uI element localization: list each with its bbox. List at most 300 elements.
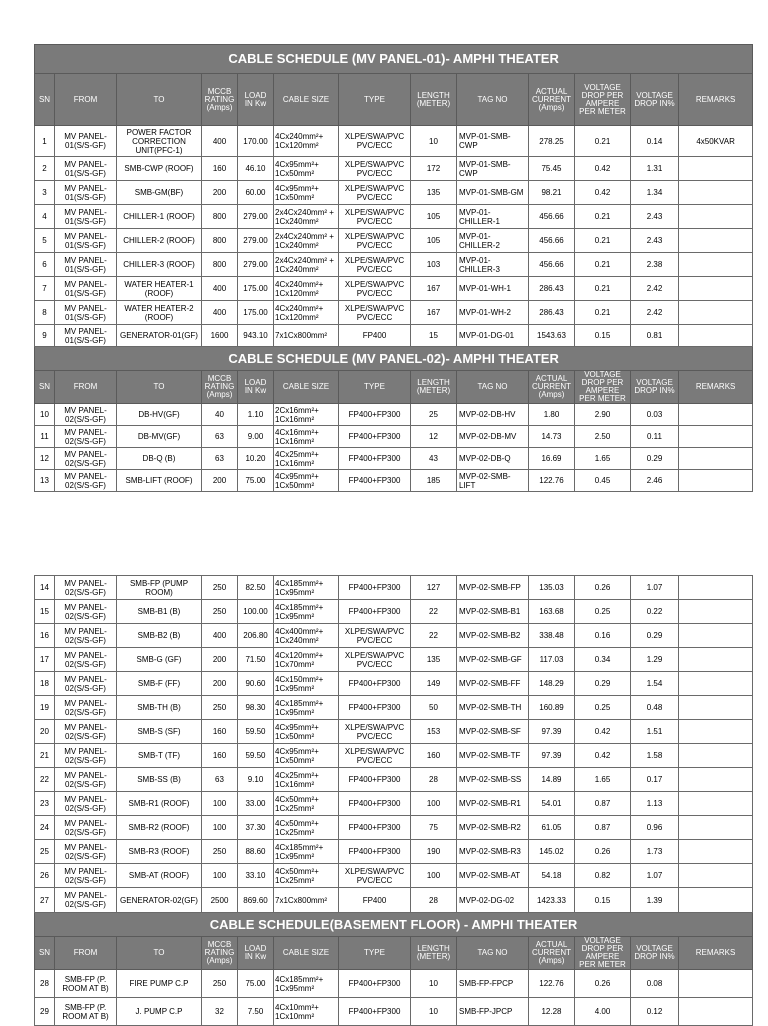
table-cell: MVP-02-DG-02: [457, 888, 529, 913]
table-cell: 0.42: [575, 744, 631, 768]
column-header: CABLE SIZE: [274, 937, 339, 970]
table-row: [35, 157, 753, 181]
table-row: [35, 840, 753, 864]
table-cell: 0.81: [631, 325, 679, 347]
table-cell: 4Cx50mm²+ 1Cx25mm²: [274, 864, 339, 888]
table-cell: MVP-02-SMB-B2: [457, 624, 529, 648]
column-header: MCCB RATING (Amps): [202, 74, 238, 126]
table-cell: [679, 181, 753, 205]
table-cell: 10: [411, 126, 457, 157]
table-cell: 1.65: [575, 768, 631, 792]
table-cell: 43: [411, 448, 457, 470]
table-cell: 14.73: [529, 426, 575, 448]
table-row: [35, 888, 753, 913]
table-cell: FP400+FP300: [339, 426, 411, 448]
table-cell: 2.43: [631, 205, 679, 229]
table-row: [35, 448, 753, 470]
column-header: VOLTAGE DROP IN%: [631, 371, 679, 404]
column-header: ACTUAL CURRENT (Amps): [529, 371, 575, 404]
table-cell: 2Cx16mm²+ 1Cx16mm²: [274, 404, 339, 426]
table-cell: 163.68: [529, 600, 575, 624]
table-cell: SMB-B1 (B): [117, 600, 202, 624]
table-cell: 4Cx95mm²+ 1Cx50mm²: [274, 470, 339, 492]
table-cell: SMB-F (FF): [117, 672, 202, 696]
table-cell: MV PANEL-02(S/S-GF): [55, 404, 117, 426]
table-cell: 4Cx25mm²+ 1Cx16mm²: [274, 768, 339, 792]
table-cell: 400: [202, 277, 238, 301]
table-cell: SMB-R2 (ROOF): [117, 816, 202, 840]
table-cell: 1: [35, 126, 55, 157]
table-cell: 8: [35, 301, 55, 325]
table-cell: 27: [35, 888, 55, 913]
table-cell: 0.21: [575, 229, 631, 253]
table-cell: XLPE/SWA/PVC PVC/ECC: [339, 229, 411, 253]
table-cell: 4Cx16mm²+ 1Cx16mm²: [274, 426, 339, 448]
table-cell: [679, 157, 753, 181]
table-cell: FP400: [339, 325, 411, 347]
table-row: [35, 205, 753, 229]
table-cell: 800: [202, 205, 238, 229]
table-cell: MV PANEL-02(S/S-GF): [55, 888, 117, 913]
table-cell: 15: [411, 325, 457, 347]
table-cell: 167: [411, 277, 457, 301]
table-cell: WATER HEATER-2 (ROOF): [117, 301, 202, 325]
table-cell: 1.58: [631, 744, 679, 768]
table-cell: 172: [411, 157, 457, 181]
table-row: [35, 744, 753, 768]
table-cell: 0.82: [575, 864, 631, 888]
table-cell: 0.16: [575, 624, 631, 648]
table-cell: 167: [411, 301, 457, 325]
table-cell: 0.22: [631, 600, 679, 624]
table-cell: 206.80: [238, 624, 274, 648]
table-cell: 11: [35, 426, 55, 448]
table-cell: 0.21: [575, 253, 631, 277]
table-cell: XLPE/SWA/PVC PVC/ECC: [339, 157, 411, 181]
column-header: VOLTAGE DROP PER AMPERE PER METER: [575, 937, 631, 970]
table-cell: 46.10: [238, 157, 274, 181]
table-cell: MV PANEL-02(S/S-GF): [55, 470, 117, 492]
table-cell: CHILLER-1 (ROOF): [117, 205, 202, 229]
table-row: [35, 998, 753, 1026]
table-cell: 286.43: [529, 277, 575, 301]
column-header: CABLE SIZE: [274, 371, 339, 404]
table-cell: MV PANEL-02(S/S-GF): [55, 816, 117, 840]
table-cell: SMB-GM(BF): [117, 181, 202, 205]
table-cell: 12: [35, 448, 55, 470]
table-cell: 0.48: [631, 696, 679, 720]
table-cell: FP400+FP300: [339, 672, 411, 696]
table-cell: 1.39: [631, 888, 679, 913]
table-cell: 0.08: [631, 970, 679, 998]
table-cell: [679, 253, 753, 277]
table-cell: 456.66: [529, 205, 575, 229]
table-cell: SMB-AT (ROOF): [117, 864, 202, 888]
column-header: ACTUAL CURRENT (Amps): [529, 937, 575, 970]
table-cell: SMB-FP (P. ROOM AT B): [55, 998, 117, 1026]
table-cell: 105: [411, 205, 457, 229]
column-header: ACTUAL CURRENT (Amps): [529, 74, 575, 126]
table-cell: 105: [411, 229, 457, 253]
column-header: REMARKS: [679, 74, 753, 126]
table-cell: 54.18: [529, 864, 575, 888]
table-row: [35, 181, 753, 205]
table-cell: SMB-SS (B): [117, 768, 202, 792]
table-cell: 1.73: [631, 840, 679, 864]
table-cell: MVP-01-DG-01: [457, 325, 529, 347]
column-header: VOLTAGE DROP PER AMPERE PER METER: [575, 74, 631, 126]
table-cell: 22: [35, 768, 55, 792]
table-cell: 0.21: [575, 301, 631, 325]
table-cell: SMB-S (SF): [117, 720, 202, 744]
table-cell: [679, 672, 753, 696]
table-cell: 4Cx95mm²+ 1Cx50mm²: [274, 181, 339, 205]
table-cell: 4Cx185mm²+ 1Cx95mm²: [274, 970, 339, 998]
table-cell: 103: [411, 253, 457, 277]
table-cell: 4Cx400mm²+ 1Cx240mm²: [274, 624, 339, 648]
table-cell: SMB-T (TF): [117, 744, 202, 768]
table-cell: 21: [35, 744, 55, 768]
table-cell: 1.13: [631, 792, 679, 816]
table-cell: 200: [202, 648, 238, 672]
table-cell: [679, 768, 753, 792]
column-header: SN: [35, 371, 55, 404]
table-cell: 4Cx150mm²+ 1Cx95mm²: [274, 672, 339, 696]
table-cell: 9.00: [238, 426, 274, 448]
table-cell: [679, 325, 753, 347]
table-cell: 279.00: [238, 253, 274, 277]
table-cell: 0.26: [575, 970, 631, 998]
table-cell: MV PANEL-02(S/S-GF): [55, 600, 117, 624]
table-cell: SMB-R1 (ROOF): [117, 792, 202, 816]
table-cell: 4Cx185mm²+ 1Cx95mm²: [274, 576, 339, 600]
table-cell: XLPE/SWA/PVC PVC/ECC: [339, 648, 411, 672]
table-cell: 1.07: [631, 576, 679, 600]
table-cell: 37.30: [238, 816, 274, 840]
table-cell: 2x4Cx240mm² + 1Cx240mm²: [274, 229, 339, 253]
table-cell: 200: [202, 181, 238, 205]
table-cell: 4Cx185mm²+ 1Cx95mm²: [274, 840, 339, 864]
table-cell: 40: [202, 404, 238, 426]
table-cell: GENERATOR-02(GF): [117, 888, 202, 913]
table-cell: 100: [411, 792, 457, 816]
table-cell: MVP-02-SMB-FP: [457, 576, 529, 600]
table-cell: 5: [35, 229, 55, 253]
column-header-row: [35, 937, 753, 970]
table-cell: 2.50: [575, 426, 631, 448]
table-cell: [679, 277, 753, 301]
table-cell: 14: [35, 576, 55, 600]
table-cell: 100: [202, 816, 238, 840]
table-row: [35, 600, 753, 624]
column-header: LOAD IN Kw: [238, 74, 274, 126]
table-cell: GENERATOR-01(GF): [117, 325, 202, 347]
table-cell: 127: [411, 576, 457, 600]
table-cell: MV PANEL-01(S/S-GF): [55, 325, 117, 347]
table-cell: MVP-01-SMB-GM: [457, 181, 529, 205]
table-cell: 200: [202, 470, 238, 492]
table-cell: 160: [202, 744, 238, 768]
column-header: LOAD IN Kw: [238, 937, 274, 970]
table-cell: 0.17: [631, 768, 679, 792]
table-cell: SMB-LIFT (ROOF): [117, 470, 202, 492]
table-row: [35, 576, 753, 600]
table-cell: 26: [35, 864, 55, 888]
table-cell: 0.45: [575, 470, 631, 492]
column-header: TYPE: [339, 937, 411, 970]
table-cell: 6: [35, 253, 55, 277]
table-cell: MVP-02-SMB-TF: [457, 744, 529, 768]
table-cell: 2.42: [631, 277, 679, 301]
table-cell: 250: [202, 576, 238, 600]
table-cell: 12: [411, 426, 457, 448]
table-cell: MVP-01-SMB-CWP: [457, 157, 529, 181]
table-cell: 1543.63: [529, 325, 575, 347]
table-cell: FP400+FP300: [339, 840, 411, 864]
table-cell: SMB-FP (PUMP ROOM): [117, 576, 202, 600]
table-row: [35, 404, 753, 426]
table-cell: 54.01: [529, 792, 575, 816]
table-cell: MVP-01-WH-1: [457, 277, 529, 301]
table-cell: 61.05: [529, 816, 575, 840]
table-cell: 13: [35, 470, 55, 492]
table-cell: 4.00: [575, 998, 631, 1026]
cable-schedule-lower: [34, 575, 753, 1026]
table-cell: FP400+FP300: [339, 768, 411, 792]
table-cell: 400: [202, 624, 238, 648]
column-header: TO: [117, 937, 202, 970]
table-cell: 2.90: [575, 404, 631, 426]
table-cell: [679, 648, 753, 672]
table-row: [35, 229, 753, 253]
table-cell: MVP-02-SMB-GF: [457, 648, 529, 672]
table-cell: 135: [411, 181, 457, 205]
table-cell: 4Cx240mm²+ 1Cx120mm²: [274, 126, 339, 157]
table-cell: 22: [411, 624, 457, 648]
table-cell: [679, 840, 753, 864]
table-cell: SMB-CWP (ROOF): [117, 157, 202, 181]
table-cell: CHILLER-2 (ROOF): [117, 229, 202, 253]
table-cell: MVP-02-SMB-FF: [457, 672, 529, 696]
table-cell: 0.26: [575, 576, 631, 600]
table-cell: MVP-01-CHILLER-3: [457, 253, 529, 277]
table-cell: MV PANEL-02(S/S-GF): [55, 696, 117, 720]
table-cell: 1.31: [631, 157, 679, 181]
table-row: [35, 864, 753, 888]
table-cell: [679, 624, 753, 648]
table-cell: 12.28: [529, 998, 575, 1026]
column-header: REMARKS: [679, 371, 753, 404]
table-cell: [679, 448, 753, 470]
table-cell: 9: [35, 325, 55, 347]
table-cell: MV PANEL-02(S/S-GF): [55, 648, 117, 672]
table-cell: MVP-02-SMB-LIFT: [457, 470, 529, 492]
table-cell: 32: [202, 998, 238, 1026]
table-cell: FP400+FP300: [339, 448, 411, 470]
table-cell: 250: [202, 696, 238, 720]
table-cell: 122.76: [529, 970, 575, 998]
table-cell: MV PANEL-02(S/S-GF): [55, 768, 117, 792]
table-cell: MVP-02-DB-Q: [457, 448, 529, 470]
table-cell: J. PUMP C.P: [117, 998, 202, 1026]
column-header: LENGTH (METER): [411, 371, 457, 404]
table-cell: SMB-G (GF): [117, 648, 202, 672]
table-cell: 24: [35, 816, 55, 840]
table-cell: 190: [411, 840, 457, 864]
table-cell: 100: [411, 864, 457, 888]
table-cell: MV PANEL-02(S/S-GF): [55, 744, 117, 768]
table-cell: 0.29: [631, 448, 679, 470]
table-cell: 250: [202, 970, 238, 998]
table-cell: XLPE/SWA/PVC PVC/ECC: [339, 253, 411, 277]
table-cell: CHILLER-3 (ROOF): [117, 253, 202, 277]
table-cell: 0.26: [575, 840, 631, 864]
table-cell: 22: [411, 600, 457, 624]
table-row: [35, 426, 753, 448]
table-cell: MV PANEL-01(S/S-GF): [55, 253, 117, 277]
table-cell: 0.42: [575, 157, 631, 181]
table-cell: MV PANEL-01(S/S-GF): [55, 181, 117, 205]
table-cell: XLPE/SWA/PVC PVC/ECC: [339, 126, 411, 157]
table-cell: 153: [411, 720, 457, 744]
table-cell: [679, 600, 753, 624]
column-header: LENGTH (METER): [411, 74, 457, 126]
table-cell: 175.00: [238, 301, 274, 325]
table-cell: 0.29: [631, 624, 679, 648]
column-header: TYPE: [339, 74, 411, 126]
table-cell: 100: [202, 792, 238, 816]
table-cell: 135: [411, 648, 457, 672]
table-cell: 18: [35, 672, 55, 696]
table-cell: 0.87: [575, 792, 631, 816]
table-cell: 75: [411, 816, 457, 840]
schedule-title: CABLE SCHEDULE(BASEMENT FLOOR) - AMPHI THEATER: [35, 913, 753, 937]
table-cell: 100.00: [238, 600, 274, 624]
table-cell: MV PANEL-02(S/S-GF): [55, 576, 117, 600]
table-cell: 1.10: [238, 404, 274, 426]
table-cell: 1.51: [631, 720, 679, 744]
table-cell: MVP-02-SMB-TH: [457, 696, 529, 720]
table-cell: 4Cx120mm²+ 1Cx70mm²: [274, 648, 339, 672]
table-cell: 4Cx185mm²+ 1Cx95mm²: [274, 600, 339, 624]
table-cell: 0.34: [575, 648, 631, 672]
table-cell: MV PANEL-01(S/S-GF): [55, 229, 117, 253]
table-cell: 4Cx240mm²+ 1Cx120mm²: [274, 301, 339, 325]
table-cell: 160: [202, 720, 238, 744]
column-header: MCCB RATING (Amps): [202, 371, 238, 404]
table-cell: 160.89: [529, 696, 575, 720]
table-cell: 75.45: [529, 157, 575, 181]
table-cell: FP400+FP300: [339, 998, 411, 1026]
table-cell: 50: [411, 696, 457, 720]
table-cell: 82.50: [238, 576, 274, 600]
table-cell: 98.30: [238, 696, 274, 720]
table-cell: XLPE/SWA/PVC PVC/ECC: [339, 720, 411, 744]
table-cell: 943.10: [238, 325, 274, 347]
table-cell: 1600: [202, 325, 238, 347]
table-cell: XLPE/SWA/PVC PVC/ECC: [339, 744, 411, 768]
schedule-title: CABLE SCHEDULE (MV PANEL-02)- AMPHI THEATER: [35, 347, 753, 371]
table-cell: 400: [202, 126, 238, 157]
table-cell: 160: [411, 744, 457, 768]
table-cell: 100: [202, 864, 238, 888]
table-cell: SMB-FP-FPCP: [457, 970, 529, 998]
table-cell: 7x1Cx800mm²: [274, 888, 339, 913]
table-cell: 10: [411, 998, 457, 1026]
table-row: [35, 277, 753, 301]
column-header: VOLTAGE DROP IN%: [631, 937, 679, 970]
table-cell: 0.42: [575, 720, 631, 744]
table-cell: 75.00: [238, 470, 274, 492]
table-row: [35, 768, 753, 792]
table-cell: MV PANEL-02(S/S-GF): [55, 426, 117, 448]
table-cell: XLPE/SWA/PVC PVC/ECC: [339, 181, 411, 205]
table-cell: 0.03: [631, 404, 679, 426]
column-header: SN: [35, 937, 55, 970]
table-cell: 15: [35, 600, 55, 624]
table-cell: 16: [35, 624, 55, 648]
table-cell: SMB-FP (P. ROOM AT B): [55, 970, 117, 998]
table-cell: 0.21: [575, 205, 631, 229]
table-cell: 250: [202, 600, 238, 624]
table-cell: 71.50: [238, 648, 274, 672]
table-cell: 1.65: [575, 448, 631, 470]
table-cell: MVP-01-CHILLER-1: [457, 205, 529, 229]
table-cell: FP400+FP300: [339, 696, 411, 720]
column-header: REMARKS: [679, 937, 753, 970]
table-cell: 0.12: [631, 998, 679, 1026]
table-cell: 75.00: [238, 970, 274, 998]
table-cell: 97.39: [529, 744, 575, 768]
column-header: TYPE: [339, 371, 411, 404]
table-cell: 4Cx50mm²+ 1Cx25mm²: [274, 816, 339, 840]
table-cell: 0.87: [575, 816, 631, 840]
table-cell: MVP-02-SMB-R1: [457, 792, 529, 816]
column-header: VOLTAGE DROP IN%: [631, 74, 679, 126]
table-cell: [679, 229, 753, 253]
table-cell: 4Cx50mm²+ 1Cx25mm²: [274, 792, 339, 816]
table-cell: 135.03: [529, 576, 575, 600]
schedule-title-row: [35, 347, 753, 371]
table-cell: [679, 576, 753, 600]
table-cell: MVP-02-SMB-R2: [457, 816, 529, 840]
table-cell: [679, 744, 753, 768]
table-cell: 59.50: [238, 744, 274, 768]
table-cell: 98.21: [529, 181, 575, 205]
table-cell: [679, 970, 753, 998]
column-header: LENGTH (METER): [411, 937, 457, 970]
table-cell: 7.50: [238, 998, 274, 1026]
table-cell: 2500: [202, 888, 238, 913]
table-cell: FIRE PUMP C.P: [117, 970, 202, 998]
table-cell: SMB-B2 (B): [117, 624, 202, 648]
table-cell: SMB-TH (B): [117, 696, 202, 720]
table-cell: [679, 888, 753, 913]
table-cell: 90.60: [238, 672, 274, 696]
table-cell: 869.60: [238, 888, 274, 913]
table-cell: 1.29: [631, 648, 679, 672]
table-cell: 117.03: [529, 648, 575, 672]
table-cell: 1.34: [631, 181, 679, 205]
table-cell: 1.07: [631, 864, 679, 888]
table-cell: 20: [35, 720, 55, 744]
table-cell: MV PANEL-01(S/S-GF): [55, 301, 117, 325]
table-cell: 200: [202, 672, 238, 696]
cable-schedule-upper: [34, 44, 753, 492]
table-cell: 0.25: [575, 696, 631, 720]
table-row: [35, 816, 753, 840]
table-cell: 0.29: [575, 672, 631, 696]
